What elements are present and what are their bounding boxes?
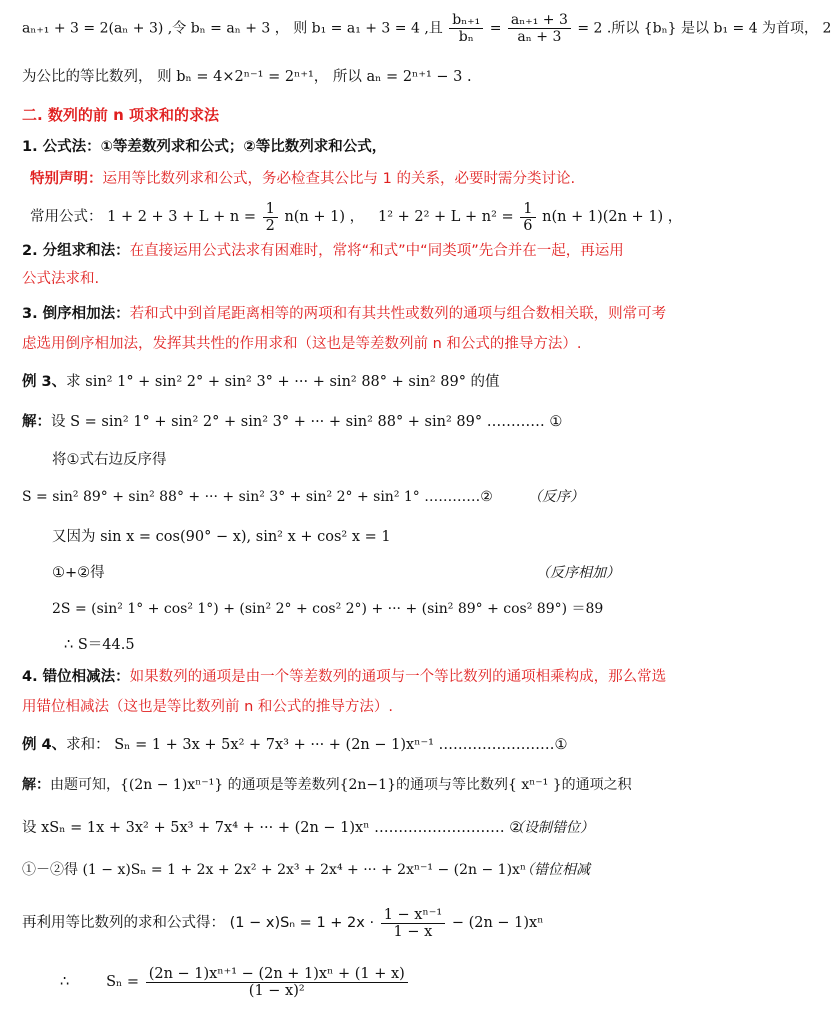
method-3-text-1: 若和式中到首尾距离相等的两项和有其共性或数列的通项与组合数相关联，则常可考: [129, 306, 667, 322]
example-3: [22, 371, 735, 393]
solution-4-line-2: 设 xSₙ = 1x + 3x² + 5x³ + 7x⁴ + ··· + (2n − 1)xⁿ ……………………… ②: [22, 820, 523, 836]
solution-3-line-1: 解：设 S = sin² 1° + sin² 2° + sin² 3° + ··· + sin² 88° + sin² 89° ………… ①: [22, 414, 563, 430]
method-3: [22, 303, 735, 325]
example-4-label: 例 4、: [22, 737, 67, 753]
fraction-a-ratio: $\frac{\text{aₙ₊₁ + 3}}{\text{aₙ + 3}}$: [508, 12, 571, 45]
fraction-sixth: $\frac{1}{6}$: [520, 201, 535, 234]
example-4: [22, 734, 735, 756]
example-4-text: 求和： Sₙ = 1 + 3x + 5x² + 7x³ + ··· + (2n − 1)xⁿ⁻¹ ……………………①: [66, 737, 568, 753]
section-heading: 二. 数列的前 n 项求和的求法: [22, 106, 220, 124]
solution-4-result: ∴ Sₙ = $\frac{\text{(2n − 1)xⁿ⁺¹ − (2n + 1)xⁿ + (1 + x)}}{\text{(1 − x)²}}$: [60, 960, 735, 1004]
special-note-label: 特别声明：: [30, 171, 103, 187]
fraction-half: $\frac{1}{2}$: [263, 201, 278, 234]
special-note: [30, 168, 735, 190]
method-3-label: 3. 倒序相加法：: [22, 306, 130, 322]
method-1-text: 1. 公式法：①等差数列求和公式；②等比数列求和公式，: [22, 139, 387, 155]
reverse-note: （反序）: [528, 489, 584, 505]
solution-4-label: 解：: [22, 777, 50, 793]
intro-line-1: aₙ₊₁ + 3 = 2(aₙ + 3) ,令 bₙ = aₙ + 3 ， 则 b₁ = a₁ + 3 = 4 ,且 $\frac{\text{bₙ₊₁}}{\text{bₙ}}$ = $\frac{\text{aₙ₊₁ + 3}}{\text{aₙ + 3}}$ = 2 .所以 {bₙ} 是以 b₁ = 4 为首项， 2: [22, 12, 831, 45]
solution-3-result: ∴ S＝44.5: [64, 637, 135, 653]
method-4-text-1: 如果数列的通项是由一个等差数列的通项与一个等比数列的通项相乘构成，那么常选: [129, 669, 667, 685]
method-4-text-2: 用错位相减法（这也是等比数列前 n 和公式的推导方法）.: [22, 699, 394, 715]
set-offset-note: （设制错位）: [510, 820, 594, 836]
solution-3-line-3: S = sin² 89° + sin² 88° + ··· + sin² 3° + sin² 2° + sin² 1° …………②: [22, 489, 493, 505]
method-2-label: 2. 分组求和法：: [22, 243, 130, 259]
special-note-text: 运用等比数列求和公式，务必检查其公比与 1 的关系，必要时需分类讨论.: [102, 171, 576, 187]
intro-line-2: 为公比的等比数列， 则 bₙ = 4×2ⁿ⁻¹ = 2ⁿ⁺¹， 所以 aₙ = 2ⁿ⁺¹ − 3 .: [22, 69, 472, 85]
common-formulas: 常用公式： 1 + 2 + 3 + L + n = $\frac{1}{2}$ n(n + 1) ， 1² + 2² + L + n² = $\frac{1}{6}$ n(n + 1)(2n + 1) ，: [30, 200, 683, 234]
reverse-add-note: （反序相加）: [536, 565, 620, 581]
fraction-sum-result: $\frac{\text{(2n − 1)xⁿ⁺¹ − (2n + 1)xⁿ + (1 + x)}}{\text{(1 − x)²}}$: [146, 966, 408, 999]
solution-4-line-3: ①－②得 (1 − x)Sₙ = 1 + 2x + 2x² + 2x³ + 2x⁴ + ··· + 2xⁿ⁻¹ − (2n − 1)xⁿ: [22, 862, 527, 878]
solution-3-label: 解：: [22, 414, 51, 430]
method-2: [22, 240, 735, 262]
method-2-text-2: 公式法求和.: [22, 271, 100, 287]
intro-line-1-text: aₙ₊₁ + 3 = 2(aₙ + 3) ,令 bₙ = aₙ + 3 ， 则 b₁ = a₁ + 3 = 4 ,且: [22, 20, 443, 37]
offset-subtract-note: （错位相减: [520, 862, 590, 878]
fraction-geometric: $\frac{\text{1 − xⁿ⁻¹}}{1 - x}$: [381, 907, 446, 940]
method-1-formula: [22, 136, 735, 158]
method-2-text-1: 在直接运用公式法求有困难时，常将“和式”中“同类项”先合并在一起，再运用: [129, 243, 624, 259]
method-3-text-2: 虑选用倒序相加法，发挥其共性的作用求和（这也是等差数列前 n 和公式的推导方法）.: [22, 336, 582, 352]
solution-3-line-6: 2S = (sin² 1° + cos² 1°) + (sin² 2° + cos² 2°) + ··· + (sin² 89° + cos² 89°) ＝89: [52, 601, 604, 617]
common-formulas-label: 常用公式：: [30, 209, 103, 225]
solution-3-line-5: ①+②得: [52, 565, 105, 581]
solution-4-line-4: 再利用等比数列的求和公式得： (1 − x)Sₙ = 1 + 2x · $\frac{\text{1 − xⁿ⁻¹}}{1 - x}$ − (2n − 1)xⁿ: [22, 906, 544, 940]
example-3-label: 例 3、: [22, 374, 67, 390]
solution-3-line-4: 又因为 sin x = cos(90° − x), sin² x + cos² x = 1: [52, 529, 391, 545]
method-4-label: 4. 错位相减法：: [22, 669, 130, 685]
solution-4-line-1: 解：由题可知，{(2n − 1)xⁿ⁻¹} 的通项是等差数列{2n−1}的通项与等比数列{ xⁿ⁻¹ }的通项之积: [22, 777, 632, 793]
method-4: [22, 666, 735, 688]
fraction-b-ratio: $\frac{\text{bₙ₊₁}}{\text{bₙ}}$: [449, 12, 483, 45]
solution-3-line-2: 将①式右边反序得: [52, 452, 167, 468]
example-3-text: 求 sin² 1° + sin² 2° + sin² 3° + ··· + sin² 88° + sin² 89° 的值: [66, 374, 500, 390]
intro-line-1-tail: = 2 .所以 {bₙ} 是以 b₁ = 4 为首项， 2: [577, 20, 831, 37]
